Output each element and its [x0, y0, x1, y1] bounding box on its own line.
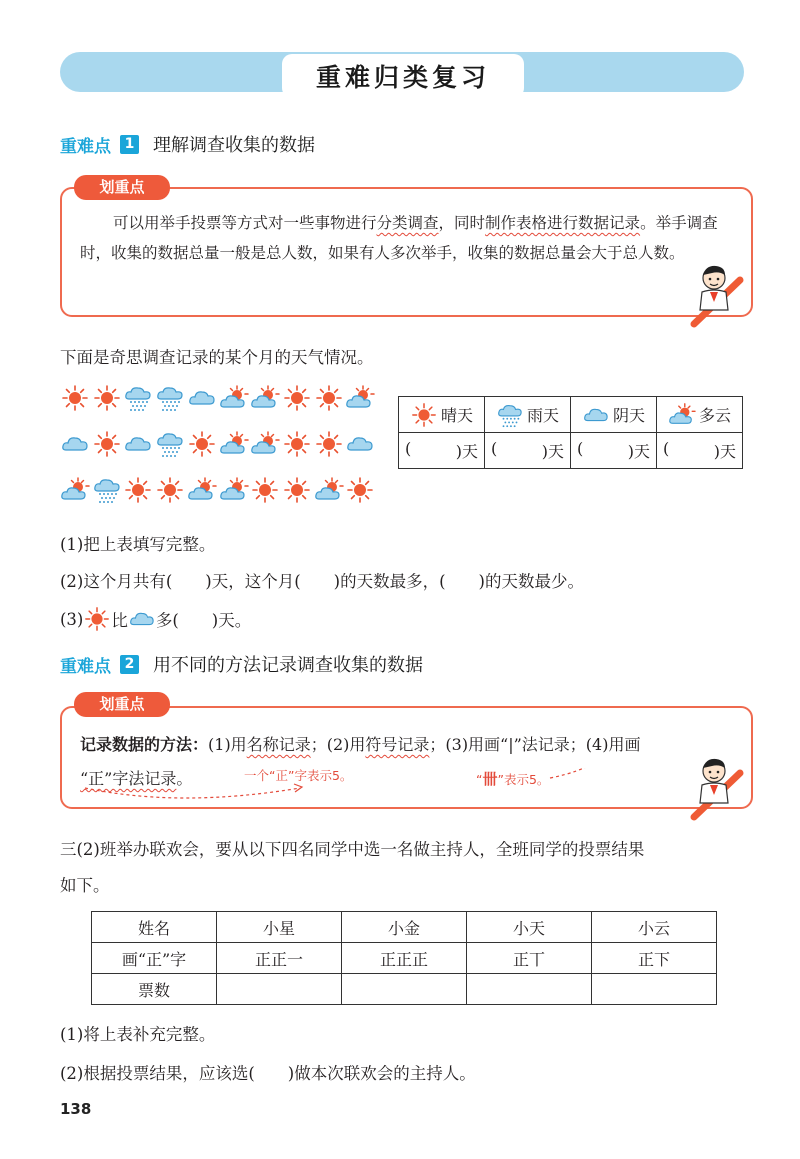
partly-cloudy-icon — [314, 476, 344, 504]
sunny-icon — [410, 402, 438, 428]
annotation-tally: “卌”表示5。 — [476, 770, 550, 788]
page-number: 138 — [60, 1100, 92, 1118]
partly-cloudy-icon — [187, 476, 217, 504]
answer-blank-rainy[interactable]: ( )天 — [485, 433, 571, 469]
vote-count-input[interactable] — [342, 974, 467, 1005]
section2-intro-line2: 如下。 — [60, 876, 110, 895]
weather-table-header-row — [399, 397, 743, 433]
sunny-icon — [92, 430, 122, 458]
sunny-icon — [314, 430, 344, 458]
sunny-icon — [282, 430, 312, 458]
cloudy-icon — [582, 402, 610, 428]
sunny-icon — [60, 384, 90, 412]
annotation-zheng: 一个“正”字表示5。 — [244, 768, 353, 783]
key-point-tag-2: 划重点 — [74, 692, 170, 717]
section2-title: 用不同的方法记录调查收集的数据 — [153, 655, 423, 676]
underline-record: 制作表格进行数据记录 — [485, 214, 641, 232]
vote-row-tallies: 画“正”字 正正一 正正正 正丅 正下 — [92, 943, 717, 974]
student-mascot-icon — [686, 755, 746, 821]
section2-label: 重难点 — [60, 656, 111, 677]
sunny-icon — [123, 476, 153, 504]
sunny-icon — [282, 384, 312, 412]
weather-header-partly-cloudy: 多云 — [657, 397, 743, 433]
cloudy-icon — [60, 430, 90, 458]
vote-row-names: 姓名 小星 小金 小天 小云 — [92, 912, 717, 943]
partly-cloudy-icon — [219, 430, 249, 458]
section2-number: 2 — [120, 655, 139, 674]
partly-cloudy-icon — [219, 476, 249, 504]
weather-table — [398, 396, 743, 469]
cloudy-icon — [128, 606, 156, 632]
vote-table — [91, 911, 717, 1005]
weather-header-cloudy: 阴天 — [571, 397, 657, 433]
cloudy-icon — [123, 430, 153, 458]
question-2-2: (2)根据投票结果，应该选( )做本次联欢会的主持人。 — [60, 1064, 476, 1083]
sunny-icon — [155, 476, 185, 504]
vote-count-input[interactable] — [217, 974, 342, 1005]
weather-table-answer-row — [399, 433, 743, 469]
section1-intro: 下面是奇思调查记录的某个月的天气情况。 — [60, 348, 374, 367]
weather-header-sunny: 晴天 — [399, 397, 485, 433]
partly-cloudy-icon — [345, 384, 375, 412]
annotation-arrows — [80, 768, 720, 804]
key-point-tag-1: 划重点 — [74, 175, 170, 200]
rainy-icon — [155, 384, 185, 412]
vote-row-counts: 票数 — [92, 974, 717, 1005]
partly-cloudy-icon — [250, 430, 280, 458]
sunny-icon — [187, 430, 217, 458]
underline-zheng-record: “正”字法记录 — [80, 769, 177, 788]
rainy-icon — [92, 476, 122, 504]
rainy-icon — [123, 384, 153, 412]
question-1-1: (1)把上表填写完整。 — [60, 535, 216, 554]
question-2-1: (1)将上表补充完整。 — [60, 1025, 216, 1044]
sunny-icon — [92, 384, 122, 412]
underline-classify: 分类调查 — [376, 214, 439, 232]
sunny-icon — [250, 476, 280, 504]
cloudy-icon — [187, 384, 217, 412]
sunny-icon — [345, 476, 375, 504]
rainy-icon — [496, 402, 524, 428]
student-mascot-icon — [686, 262, 746, 328]
question-1-2: (2)这个月共有( )天，这个月( )的天数最多，( )的天数最少。 — [60, 572, 584, 591]
section1-label: 重难点 — [60, 136, 111, 157]
key-point-text-1: 可以用举手投票等方式对一些事物进行分类调查，同时制作表格进行数据记录。举手调查时，收集的数据总量一般是总人数，如果有人多次举手，收集的数据总量会大于总人数。 — [80, 214, 718, 262]
rainy-icon — [155, 430, 185, 458]
section1-heading — [60, 129, 315, 159]
partly-cloudy-icon — [668, 402, 696, 428]
key-point-text-2: 记录数据的方法：(1)用名称记录；(2)用符号记录；(3)用画“|”法记录；(4)用画 “正”字法记录。 — [80, 735, 641, 788]
cloudy-icon — [345, 430, 375, 458]
underline-name-record: 名称记录 — [246, 735, 311, 754]
question-1-3: (3) 比 多( )天。 — [60, 606, 251, 632]
partly-cloudy-icon — [219, 384, 249, 412]
page-title: 重难归类复习 — [315, 63, 490, 92]
partly-cloudy-icon — [250, 384, 280, 412]
underline-symbol-record: 符号记录 — [365, 735, 430, 754]
partly-cloudy-icon — [60, 476, 90, 504]
answer-blank-cloudy[interactable]: ( )天 — [571, 433, 657, 469]
sunny-icon — [314, 384, 344, 412]
weather-header-rainy: 雨天 — [485, 397, 571, 433]
answer-blank-sunny[interactable]: ( )天 — [399, 433, 485, 469]
section2-heading — [60, 649, 423, 679]
section1-title: 理解调查收集的数据 — [153, 135, 315, 156]
section1-number: 1 — [120, 135, 139, 154]
vote-count-input[interactable] — [467, 974, 592, 1005]
answer-blank-partly-cloudy[interactable]: ( )天 — [657, 433, 743, 469]
sunny-icon — [282, 476, 312, 504]
section2-intro-line1: 三(2)班举办联欢会，要从以下四名同学中选一名做主持人，全班同学的投票结果 — [60, 840, 645, 859]
vote-count-input[interactable] — [592, 974, 717, 1005]
sunny-icon — [83, 606, 111, 632]
